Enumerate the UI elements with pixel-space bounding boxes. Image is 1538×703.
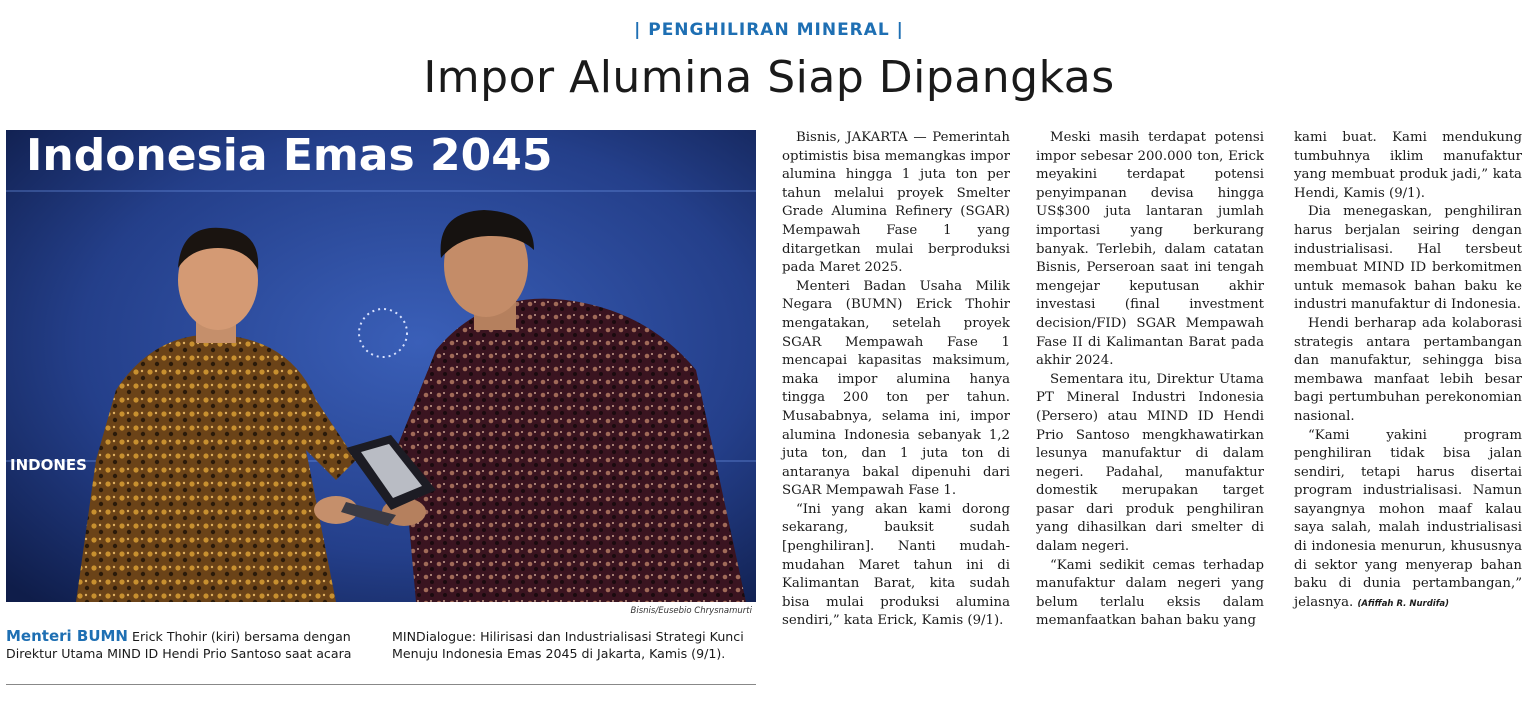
article-paragraph: Hendi berharap ada kolaborasi strategis antara pertambangan dan manufaktur, sehingga bisa membawa manfaat lebih besar bagi pertumbuhan perekonomian nasional.	[1294, 315, 1522, 424]
article-paragraph-text: “Kami yakini program penghiliran tidak bisa jalan sendiri, tetapi harus disertai program industrialisasi. Namun sayangnya mohon maaf kalau saya salah, malah industrialisasi di indonesia menurun, khususnya di sektor yang menyerap bahan baku di dunia pertambangan,” jelasnya.	[1294, 427, 1522, 610]
caption-left-text: Erick Thohir (kiri) bersama dengan Direktur Utama MIND ID Hendi Prio Santoso saat acara	[6, 629, 352, 661]
article-paragraph: “Ini yang akan kami dorong sekarang, bauksit sudah [penghiliran]. Nanti mudah-mudahan Maret tahun ini di Kalimantan Barat, kita sudah bisa mulai produksi alumina sendiri,” kata Erick, Kamis (9/1).	[782, 501, 1010, 629]
article-paragraph	[1294, 427, 1522, 614]
article-paragraph-continued: kami buat. Kami mendukung tumbuhnya iklim manufaktur yang membuat produk jadi,” kata Hendi, Kamis (9/1).	[1294, 130, 1522, 201]
photo-credit: Bisnis/Eusebio Chrysnamurti	[630, 606, 752, 616]
article-paragraph: Dia menegaskan, penghiliran harus berjalan seiring dengan industrialisasi. Hal tersbeut membuat MIND ID berkomitmen untuk memasok bahan baku ke industri manufaktur di Indonesia.	[1294, 204, 1522, 313]
article-paragraph: Meski masih terdapat potensi impor sebesar 200.000 ton, Erick meyakini terdapat potensi penyimpanan devisa hingga US$300 juta lantaran jumlah importasi yang berkurang banyak. Terlebih, dalam catatan Bisnis, Perseroan saat ini tengah mengejar keputusan akhir investasi (final investment decision/FID) SGAR Mempawah Fase II di Kalimantan Barat pada akhir 2024.	[1036, 130, 1264, 369]
caption-rule	[6, 684, 756, 685]
banner-text: Indonesia Emas 2045	[26, 130, 553, 181]
article-paragraph: Menteri Badan Usaha Milik Negara (BUMN) Erick Thohir mengatakan, setelah proyek SGAR Mempawah Fase 1 mencapai kapasitas maksimum, maka impor alumina hanya tingga 200 ton per tahun. Musababnya, selama ini, impor alumina Indonesia sebanyak 1,2 juta ton, dan 1 juta ton di antaranya bakal dipenuhi dari SGAR Mempawah Fase 1.	[782, 278, 1010, 499]
author-signature: (Afiffah R. Nurdifa)	[1357, 598, 1450, 609]
photo-caption-left	[6, 628, 378, 662]
news-photo	[6, 130, 756, 602]
caption-lead: Menteri BUMN	[6, 627, 128, 645]
article-column-1	[782, 129, 1010, 631]
article-paragraph: Bisnis, JAKARTA — Pemerintah optimistis bisa memangkas impor alumina hingga 1 juta ton per tahun melalui proyek Smelter Grade Alumina Refinery (SGAR) Mempawah Fase 1 yang ditargetkan mulai berproduksi pada Maret 2025.	[782, 130, 1010, 276]
article-column-3	[1294, 129, 1522, 613]
article-column-2	[1036, 129, 1264, 631]
article-paragraph: “Kami sedikit cemas terhadap manufaktur dalam negeri yang belum terlalu eksis dalam memanfaatkan bahan baku yang	[1036, 557, 1264, 629]
section-kicker: | PENGHILIRAN MINERAL |	[634, 20, 904, 40]
headline: Impor Alumina Siap Dipangkas	[423, 52, 1115, 103]
banner-side-text: INDONES	[10, 456, 87, 474]
photo-caption-right: MINDialogue: Hilirisasi dan Industrialisasi Strategi Kunci Menuju Indonesia Emas 2045 di Jakarta, Kamis (9/1).	[392, 629, 744, 661]
article-paragraph: Sementara itu, Direktur Utama PT Mineral Industri Indonesia (Persero) atau MIND ID Hendi Prio Santoso mengkhawatirkan lesunya manufaktur di dalam negeri. Padahal, manufaktur domestik merupakan target pasar dari produk penghiliran yang dihasilkan dari smelter di dalam negeri.	[1036, 371, 1264, 555]
